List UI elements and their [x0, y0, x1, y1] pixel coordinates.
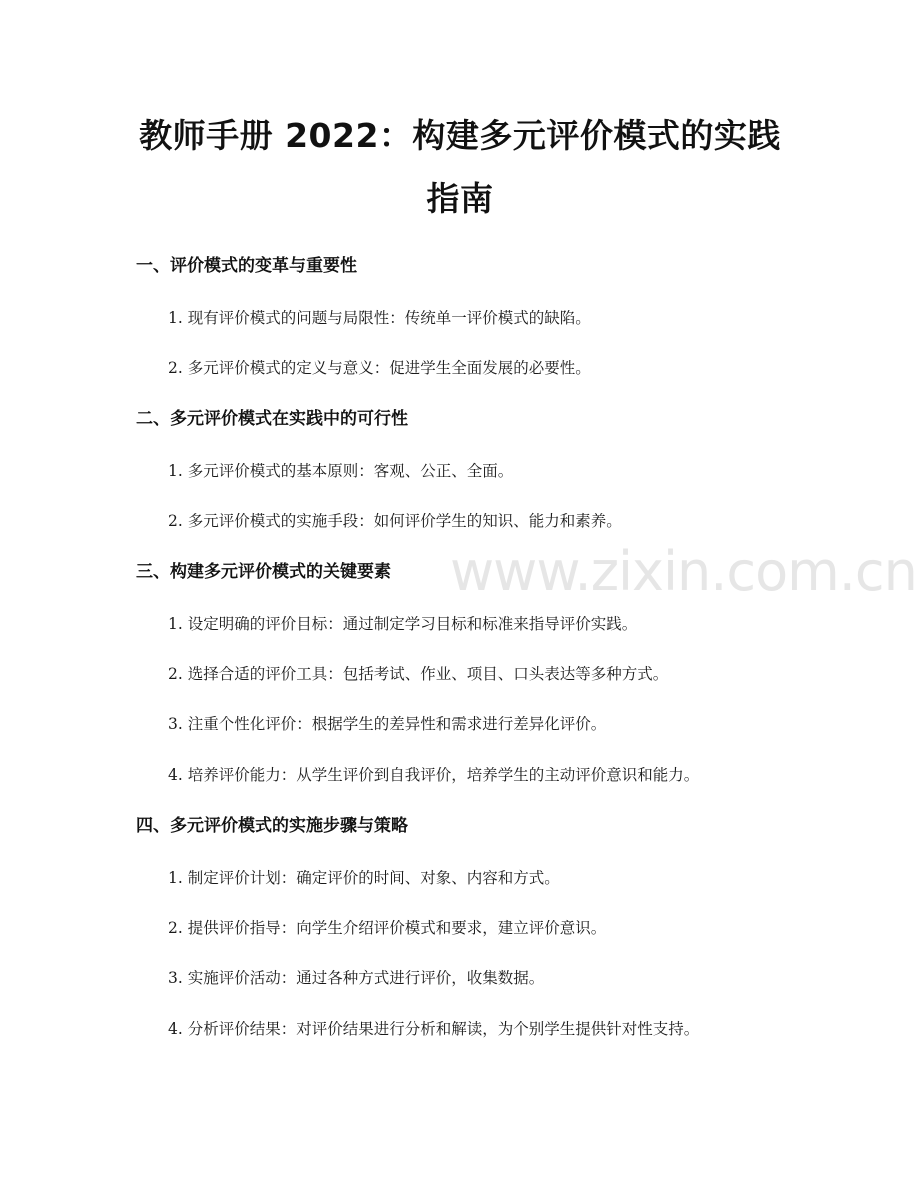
- section-heading: 二、多元评价模式在实践中的可行性: [136, 409, 408, 429]
- section-heading: 三、构建多元评价模式的关键要素: [136, 562, 391, 582]
- section-heading: 一、评价模式的变革与重要性: [136, 256, 357, 276]
- list-item: 2. 提供评价指导：向学生介绍评价模式和要求，建立评价意识。: [168, 919, 607, 937]
- list-item: 2. 多元评价模式的实施手段：如何评价学生的知识、能力和素养。: [168, 512, 622, 530]
- list-item: 1. 现有评价模式的问题与局限性：传统单一评价模式的缺陷。: [168, 309, 591, 327]
- list-item: 1. 设定明确的评价目标：通过制定学习目标和标准来指导评价实践。: [168, 615, 638, 633]
- list-item: 2. 多元评价模式的定义与意义：促进学生全面发展的必要性。: [168, 359, 591, 377]
- list-item: 1. 制定评价计划：确定评价的时间、对象、内容和方式。: [168, 869, 560, 887]
- list-item: 4. 分析评价结果：对评价结果进行分析和解读，为个别学生提供针对性支持。: [168, 1020, 700, 1038]
- list-item: 3. 注重个性化评价：根据学生的差异性和需求进行差异化评价。: [168, 715, 607, 733]
- list-item: 2. 选择合适的评价工具：包括考试、作业、项目、口头表达等多种方式。: [168, 665, 669, 683]
- list-item: 4. 培养评价能力：从学生评价到自我评价，培养学生的主动评价意识和能力。: [168, 766, 700, 784]
- section-heading: 四、多元评价模式的实施步骤与策略: [136, 816, 408, 836]
- watermark: www.zixin.com.cn: [450, 540, 917, 603]
- list-item: 3. 实施评价活动：通过各种方式进行评价，收集数据。: [168, 969, 545, 987]
- list-item: 1. 多元评价模式的基本原则：客观、公正、全面。: [168, 462, 514, 480]
- document-title: 教师手册 2022：构建多元评价模式的实践指南: [139, 116, 781, 218]
